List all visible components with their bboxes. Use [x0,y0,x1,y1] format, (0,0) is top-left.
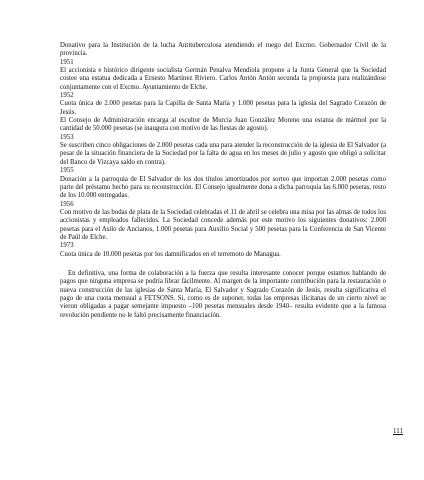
paragraph-estatua-marmol: El Consejo de Administración encarga al escultor de Murcia Juan González Moreno una estatua de mármol por la cantidad de 50.000 pesetas (se inaugura con motivo de las fiestas de agosto). [60,117,386,133]
year-heading-1953: 1953 [60,133,74,141]
closing-paragraph: En definitiva, una forma de colaboración a la fuerza que resulta interesante conocer porque estamos hablando de pagos que ninguna empresa se podría librar fácilmente. Al margen de la importante contribución para la restauración o nueva construcción de las iglesias de Santa María, El Salvador y Sagrado Corazón de Jesús, resulta significativa el pago de una cuota mensual a FETSONS. Si, como es de suponer, todas las empresas ilicitanas de un cierto nivel se vieron obligadas a pagar semejante impuesto –100 pesetas mensuales desde 1940– resulta evidente que a la famosa revolución pendiente no le faltó precisamente financiación. [60,269,386,319]
year-heading-1955: 1955 [60,167,74,175]
paragraph-estatua-propuesta: El accionista e histórico dirigente socialista Germán Penalva Mendiola propone a la Junta General que la Sociedad costee una estatua dedicada a Ernesto Martínez Riviero. Carlos Antón Antón secunda la propuesta para realizándose conjuntamente con el Excmo. Ayuntamiento de Elche. [60,67,386,91]
paragraph-terremoto-managua: Cuota única de 10.000 pesetas por los damnificados en el terremoto de Managua. [60,250,281,258]
year-heading-1951: 1951 [60,58,74,66]
page-body [60,42,386,320]
paragraph-bodas-de-plata: Con motivo de las bodas de plata de la Sociedad celebradas el 11 de abril se celebra una misa por las almas de todos los accionistas y empleados fallecidos. La Sociedad concede además por este motivo los siguientes donativos: 2.000 pesetas para el Asilo de Ancianos, 1.000 pesetas para Auxilio Social y 500 pesetas para la Conferencia de San Vicente de Paúl de Elche. [60,208,386,241]
year-heading-1952: 1952 [60,92,74,100]
paragraph-obligaciones-salvador: Se suscriben cinco obligaciones de 2.000 pesetas cada una para atender la reconstrucción de la iglesia de El Salvador (a pesar de la situación financiera de la Sociedad por la falta de agua en los meses de julio y agosto que obligó a solicitar del Banco de Vizcaya saldo en contra). [60,142,386,166]
year-heading-1973: 1973 [60,242,74,250]
page-number: 111 [393,427,403,435]
paragraph-donativo-antituberculosa: Donativo para la Institución de la lucha Antituberculosa atendiendo el ruego del Excmo. Gobernador Civil de la provincia. [60,42,386,58]
paragraph-cuota-capilla: Cuota única de 2.000 pesetas para la Capilla de Santa María y 1.000 pesetas para la iglesia del Sagrado Corazón de Jesús. [60,100,386,116]
paragraph-donacion-parroquia: Donación a la parroquia de El Salvador de los dos títulos amortizados por sorteo que importan 2.000 pesetas como parte del préstamo hecho para su reconstrucción. El Consejo igualmente dona a dicha parroquia las 6.000 pesetas, resto de los 10.000 entregadas. [60,175,386,200]
year-heading-1956: 1956 [60,200,74,208]
